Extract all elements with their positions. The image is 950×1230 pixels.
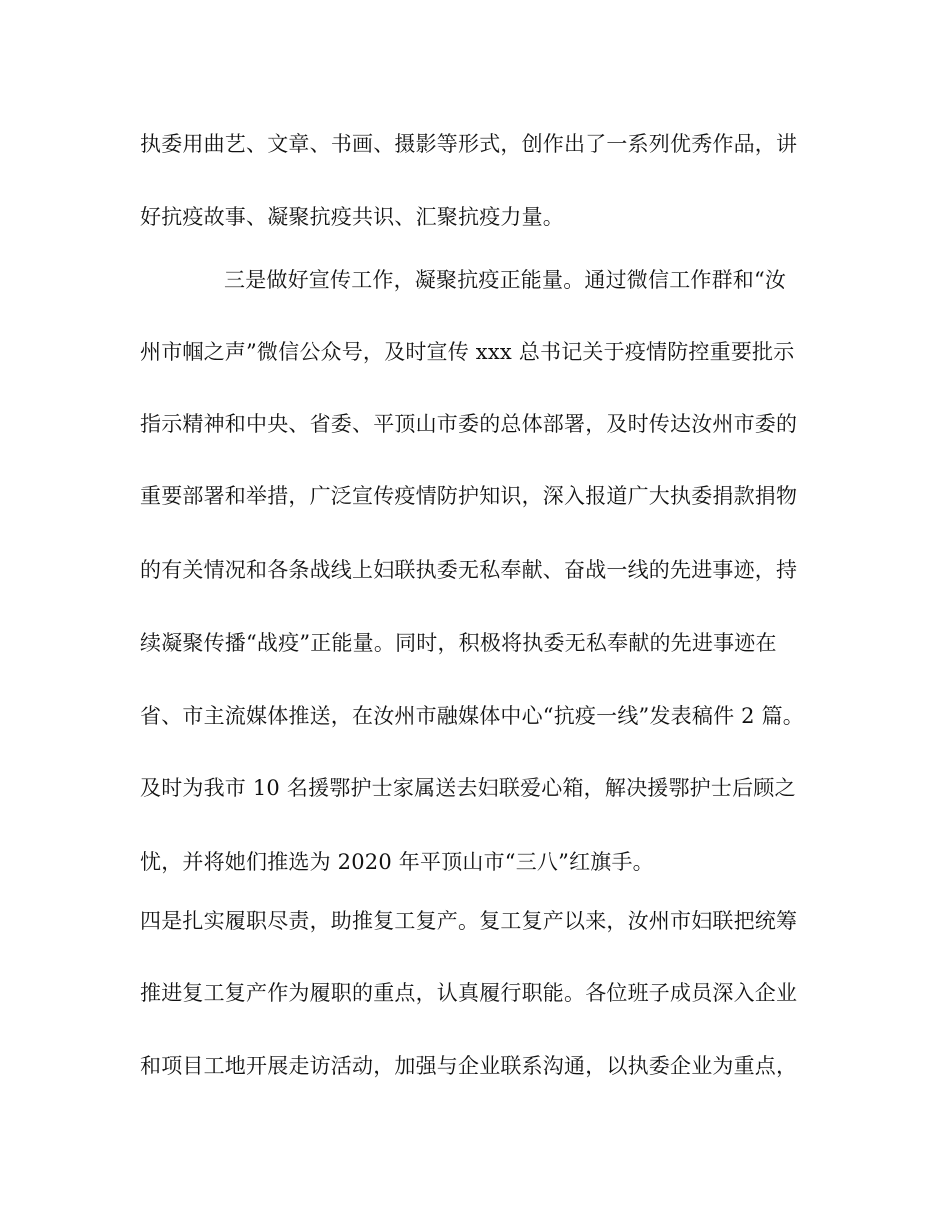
paragraph-line: 好抗疫故事、凝聚抗疫共识、汇聚抗疫力量。 — [140, 205, 564, 229]
paragraph-line: 省、市主流媒体推送，在汝州市融媒体中心“抗疫一线”发表稿件 2 篇。 — [140, 704, 804, 728]
paragraph-line: 州市帼之声”微信公众号，及时宣传 xxx 总书记关于疫情防控重要批示 — [140, 340, 795, 364]
paragraph-line: 执委用曲艺、文章、书画、摄影等形式，创作出了一系列优秀作品，讲 — [140, 132, 798, 156]
paragraph-line: 续凝聚传播“战疫”正能量。同时，积极将执委无私奉献的先进事迹在 — [140, 631, 777, 655]
paragraph-line: 和项目工地开展走访活动，加强与企业联系沟通，以执委企业为重点， — [140, 1054, 798, 1078]
paragraph-line: 三是做好宣传工作，凝聚抗疫正能量。通过微信工作群和“汝 — [224, 268, 787, 292]
paragraph-line: 忧，并将她们推选为 2020 年平顶山市“三八”红旗手。 — [140, 850, 654, 874]
paragraph-line: 及时为我市 10 名援鄂护士家属送去妇联爱心箱，解决援鄂护士后顾之 — [140, 776, 796, 800]
paragraph-line: 重要部署和举措，广泛宣传疫情防护知识，深入报道广大执委捐款捐物 — [140, 484, 798, 508]
paragraph-line: 四是扎实履职尽责，助推复工复产。复工复产以来，汝州市妇联把统筹 — [140, 909, 798, 933]
paragraph-line: 的有关情况和各条战线上妇联执委无私奉献、奋战一线的先进事迹，持 — [140, 558, 798, 582]
paragraph-line: 指示精神和中央、省委、平顶山市委的总体部署，及时传达汝州市委的 — [140, 412, 798, 436]
paragraph-line: 推进复工复产作为履职的重点，认真履行职能。各位班子成员深入企业 — [140, 981, 798, 1005]
